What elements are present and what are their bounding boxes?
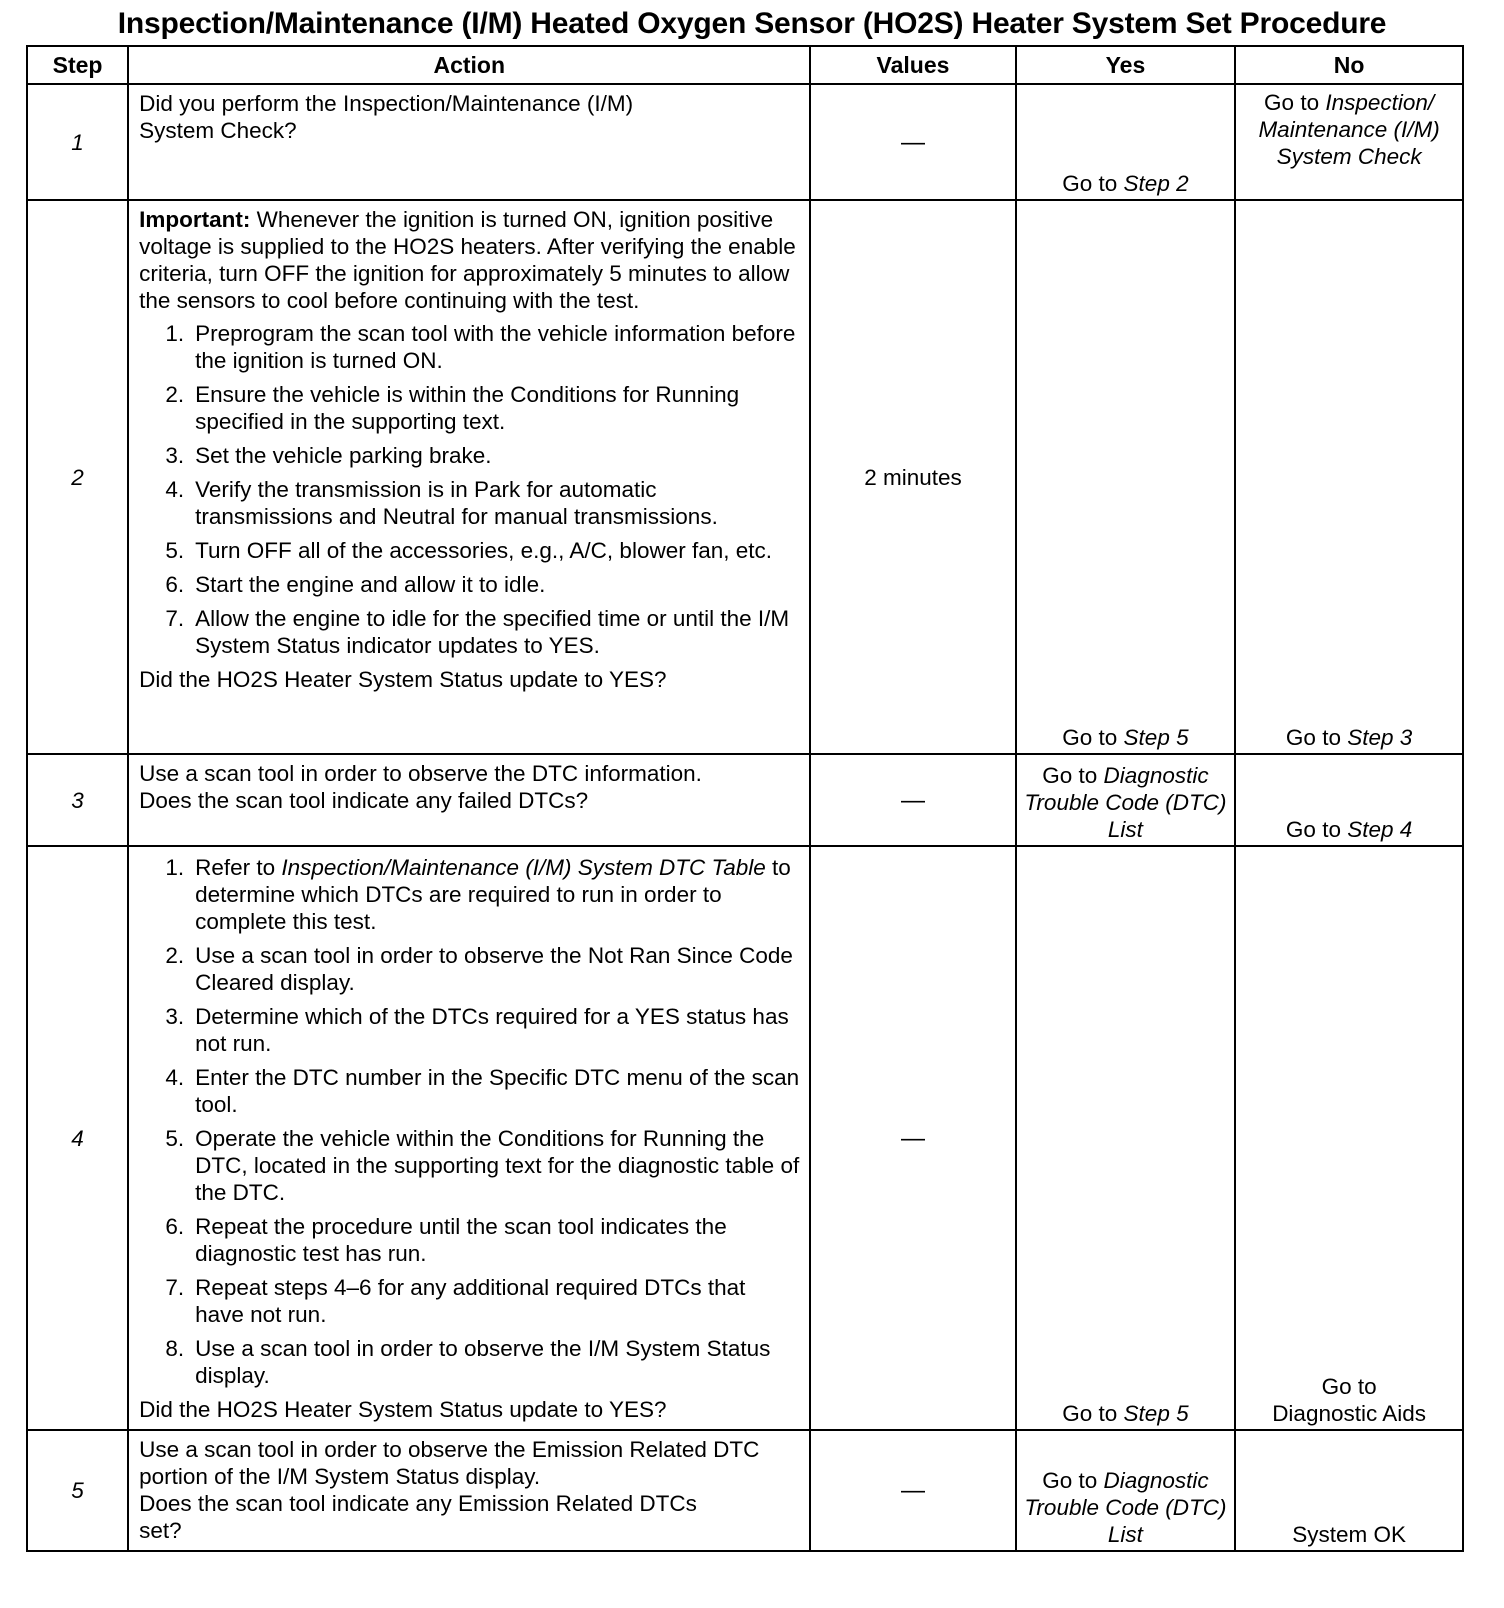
yes-prefix: Go to: [1062, 1401, 1124, 1426]
action-instruction: Use a scan tool in order to observe the DTC information.: [139, 761, 702, 786]
action-question: Does the scan tool indicate any Emission Related DTCs set?: [139, 1491, 697, 1543]
list-item: 3. Determine which of the DTCs required for a YES status has not run.: [165, 1004, 789, 1056]
header-action: Action: [128, 46, 810, 84]
no-reference: Step 3: [1347, 725, 1413, 750]
list-item: 4. Enter the DTC number in the Specific DTC menu of the scan tool.: [165, 1065, 800, 1117]
table-row: [27, 84, 1463, 200]
step-number: 2: [27, 200, 128, 754]
no-prefix: Go to: [1264, 90, 1326, 115]
value-cell: 2 minutes: [810, 200, 1015, 754]
header-step: Step: [27, 46, 128, 84]
yes-cell: [1016, 754, 1236, 846]
step-number: 1: [27, 84, 128, 200]
action-question: Did the HO2S Heater System Status update to YES?: [139, 667, 667, 692]
list-item: 7. Repeat steps 4–6 for any additional required DTCs that have not run.: [165, 1275, 746, 1327]
no-cell: Go to Diagnostic Aids: [1235, 846, 1463, 1430]
table-row: [27, 754, 1463, 846]
reference-link: Inspection/Maintenance (I/M) System DTC Table: [281, 855, 766, 880]
yes-cell: [1016, 200, 1236, 754]
important-text: Whenever the ignition is turned ON, ignition positive voltage is supplied to the HO2S heaters. After verifying the enable criteria, turn OFF the ignition for approximately 5 minutes to allow the sensors to cool before continuing with the test.: [139, 207, 796, 313]
list-item: 6. Repeat the procedure until the scan tool indicates the diagnostic test has run.: [165, 1214, 727, 1266]
procedure-list: [139, 854, 799, 1389]
action-question: Did the HO2S Heater System Status update to YES?: [139, 1397, 667, 1422]
list-item: 2. Ensure the vehicle is within the Conditions for Running specified in the supporting text.: [165, 382, 740, 434]
table-row: [27, 1430, 1463, 1551]
yes-cell: [1016, 1430, 1236, 1551]
important-label: Important:: [139, 207, 251, 232]
step-number: 3: [27, 754, 128, 846]
procedure-list: [139, 320, 799, 659]
value-cell: —: [810, 84, 1015, 200]
action-question: Did you perform the Inspection/Maintenance (I/M) System Check?: [139, 91, 634, 143]
list-item: 2. Use a scan tool in order to observe the Not Ran Since Code Cleared display.: [165, 943, 793, 995]
procedure-table: [26, 45, 1464, 1552]
yes-cell: [1016, 84, 1236, 200]
yes-reference: Step 5: [1123, 1401, 1189, 1426]
header-row: [27, 46, 1463, 84]
action-cell: [128, 1430, 810, 1551]
no-prefix: Go to: [1285, 817, 1348, 842]
no-cell: [1235, 84, 1463, 200]
yes-prefix: Go to: [1042, 763, 1104, 788]
list-item: 1. Preprogram the scan tool with the vehicle information before the ignition is turned ON.: [165, 321, 796, 373]
yes-cell: [1016, 846, 1236, 1430]
list-item: 6. Start the engine and allow it to idle.: [165, 572, 546, 597]
yes-prefix: Go to: [1062, 725, 1124, 750]
step-number: 4: [27, 846, 128, 1430]
action-question: Does the scan tool indicate any failed DTCs?: [139, 788, 589, 813]
header-no: No: [1235, 46, 1463, 84]
action-instruction: Use a scan tool in order to observe the Emission Related DTC portion of the I/M System Status display.: [139, 1437, 760, 1489]
list-item: 5. Turn OFF all of the accessories, e.g., A/C, blower fan, etc.: [165, 538, 773, 563]
action-cell: [128, 84, 810, 200]
list-item: 8. Use a scan tool in order to observe the I/M System Status display.: [165, 1336, 771, 1388]
value-cell: —: [810, 846, 1015, 1430]
no-reference: Inspection/ Maintenance (I/M) System Check: [1258, 90, 1440, 169]
yes-prefix: Go to: [1042, 1468, 1104, 1493]
list-item: 1. Refer to Inspection/Maintenance (I/M) System DTC Table to determine which DTCs are required to run in order to complete this test.: [165, 855, 791, 934]
yes-prefix: Go to: [1062, 171, 1124, 196]
no-cell: System OK: [1235, 1430, 1463, 1551]
header-yes: Yes: [1016, 46, 1236, 84]
yes-reference: Step 5: [1123, 725, 1189, 750]
no-reference: Step 4: [1347, 817, 1413, 842]
yes-reference: Diagnostic Trouble Code (DTC) List: [1024, 1468, 1227, 1547]
no-cell: [1235, 754, 1463, 846]
list-item: 4. Verify the transmission is in Park for automatic transmissions and Neutral for manual transmissions.: [165, 477, 718, 529]
step-number: 5: [27, 1430, 128, 1551]
table-row: [27, 846, 1463, 1430]
value-cell: —: [810, 754, 1015, 846]
yes-reference: Step 2: [1123, 171, 1189, 196]
table-row: [27, 200, 1463, 754]
value-cell: —: [810, 1430, 1015, 1551]
no-cell: [1235, 200, 1463, 754]
header-values: Values: [810, 46, 1015, 84]
page-title: Inspection/Maintenance (I/M) Heated Oxygen Sensor (HO2S) Heater System Set Procedure: [117, 7, 1387, 40]
action-cell: [128, 754, 810, 846]
list-item: 5. Operate the vehicle within the Conditions for Running the DTC, located in the supporting text for the diagnostic table of the DTC.: [165, 1126, 800, 1205]
yes-reference: Diagnostic Trouble Code (DTC) List: [1024, 763, 1227, 842]
no-prefix: Go to: [1285, 725, 1348, 750]
important-note: [139, 206, 799, 314]
list-item: 3. Set the vehicle parking brake.: [165, 443, 492, 468]
action-cell: [128, 846, 810, 1430]
list-item: 7. Allow the engine to idle for the specified time or until the I/M System Status indicator updates to YES.: [165, 606, 790, 658]
action-cell: [128, 200, 810, 754]
